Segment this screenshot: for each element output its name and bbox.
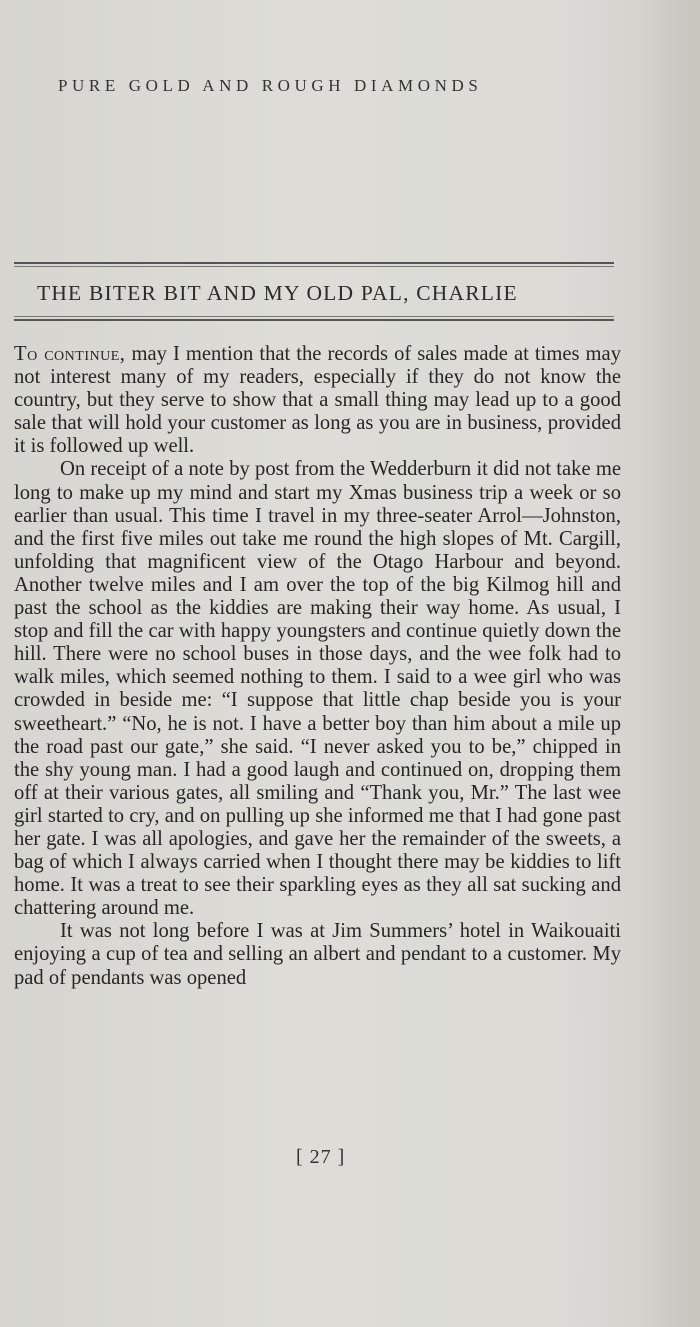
paragraph-text: may I mention that the records of sales made at times may not interest many of my readers, especially if they do not know the country, but they serve to show that a small thing may lead up to a good sale that will hold your customer as long as you are in business, provided it is followed up well. [14,343,621,458]
paragraph [14,920,621,989]
page-edge-shadow [640,0,700,1327]
title-rule-bottom [14,316,614,321]
title-rule-top [14,262,614,267]
running-head: PURE GOLD AND ROUGH DIAMONDS [58,76,483,95]
body-text [14,343,621,990]
paragraph-text: On receipt of a note by post from the Wedderburn it did not take me long to make up my mind and start my Xmas business trip a week or so earlier than usual. This time I travel in my three-seater Arrol—Johnston, and the first five miles out take me round the high slopes of Mt. Cargill, unfolding that magnificent view of the Otago Harbour and beyond. Another twelve miles and I am over the top of the big Kilmog hill and past the school as the kiddies are making their way home. As usual, I stop and fill the car with happy youngsters and continue quietly down the hill. There were no school buses in those days, and the wee folk had to walk miles, which seemed nothing to them. I said to a wee girl who was crowded in beside me: “I suppose that little chap beside you is your sweetheart.” “No, he is not. I have a better boy than him about a mile up the road past our gate,” she said. “I never asked you to be,” chipped in the shy young man. I had a good laugh and continued on, dropping them off at their various gates, all smiling and “Thank you, Mr.” The last wee girl started to cry, and on pulling up she informed me that I had gone past her gate. I was all apologies, and gave her the remainder of the sweets, a bag of which I always carried when I thought there may be kiddies to lift home. It was a treat to see their sparkling eyes as they all sat sucking and chattering around me. [14,458,621,920]
paragraph-lead: To continue, [14,343,126,365]
page-number: [ 27 ] [296,1146,346,1168]
chapter-title: THE BITER BIT AND MY OLD PAL, CHARLIE [37,281,518,305]
paragraph [14,343,621,458]
paragraph [14,458,621,920]
paragraph-text: It was not long before I was at Jim Summers’ hotel in Waikouaiti enjoying a cup of tea and selling an albert and pendant to a customer. My pad of pendants was opened [14,920,621,989]
